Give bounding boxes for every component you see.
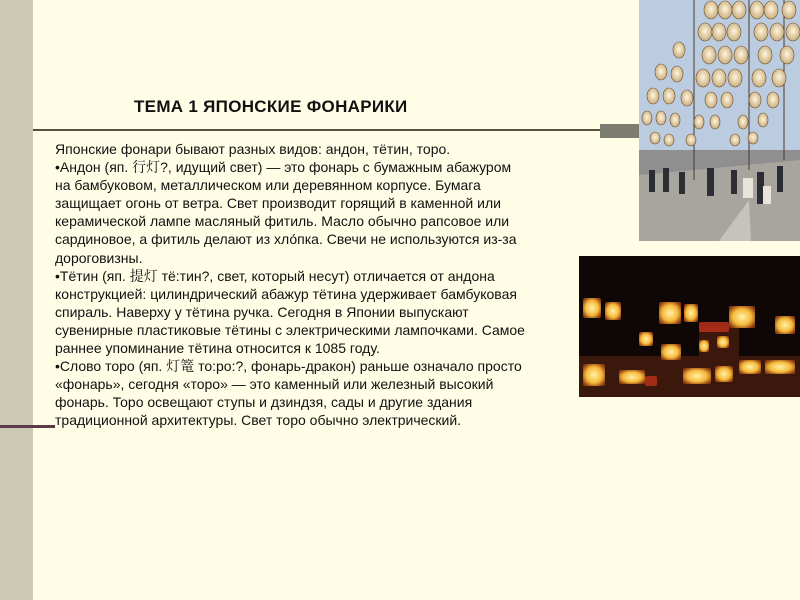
lantern-festival-photo [639,0,800,241]
left-decor-band [0,0,33,600]
left-accent-line [0,425,55,428]
slide-body-text: Японские фонари бывают разных видов: андон, тётин, торо. •Андон (яп. 行灯?, идущий свет) — это фонарь с бумажным абажуром на бамбуковом, металлическом или деревянном корпусе. Бумага защищает огонь от ветра. Свет производит горящий в каменной или керамической лампе масляный фитиль. Масло обычно рапсовое или сардиновое, а фитиль делают из хло́пка. Свечи не используются из-за дороговизны. •Тётин (яп. 提灯 тё:тин?, свет, который несут) отличается от андона конструкцией: цилиндрический абажур тётина удерживает бамбуковая спираль. Наверху у тётина ручка. Сегодня в Японии выпускают сувенирные пластиковые тётины с электрическими лампочками. Самое раннее упоминание тётина относится к 1085 году. •Слово торо (яп. 灯篭 то:ро:?, фонарь-дракон) раньше означало просто «фонарь», сегодня «торо» — это каменный или железный высокий фонарь. Торо освещают ступы и дзиндзя, сады и другие здания традиционной архитектуры. Свет торо обычно электрический. [55,141,525,429]
title-divider [33,129,600,131]
slide-title: ТЕМА 1 ЯПОНСКИЕ ФОНАРИКИ [134,97,408,116]
divider-accent-block [600,124,640,138]
night-lanterns-photo [579,256,800,397]
